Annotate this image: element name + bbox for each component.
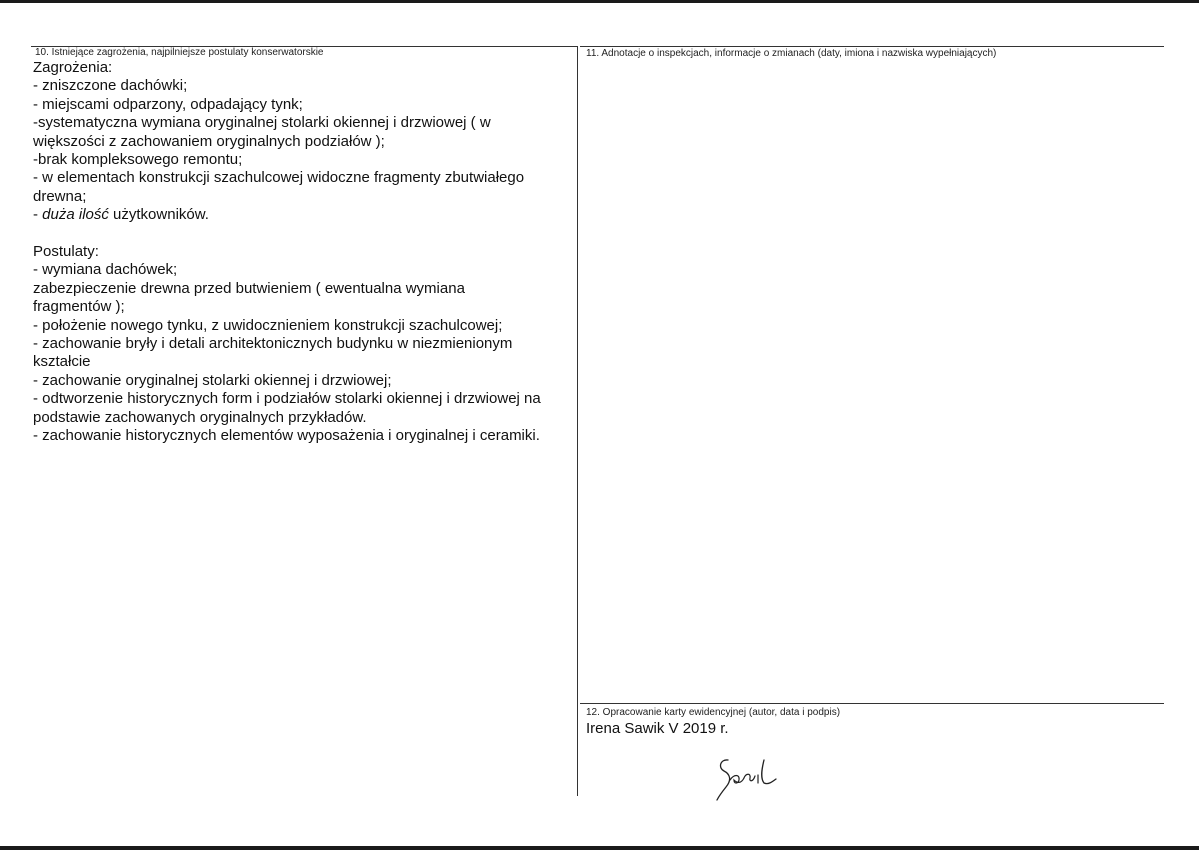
- section10-label: 10. Istniejące zagrożenia, najpilniejsze postulaty konserwatorskie: [35, 47, 324, 58]
- threat-line-last: [33, 206, 578, 224]
- postulate-line: - zachowanie bryły i detali architektonicznych budynku w niezmienionym: [33, 335, 513, 353]
- signature: [712, 752, 792, 802]
- threat-line: -brak kompleksowego remontu;: [33, 151, 243, 169]
- threat-line: większości z zachowaniem oryginalnych podziałów );: [33, 132, 385, 150]
- threat-last-italic: duża ilość: [42, 206, 109, 224]
- scan-edge-top: [0, 0, 1199, 3]
- threat-line: -systematyczna wymiana oryginalnej stolarki okiennej i drzwiowej ( w: [33, 114, 491, 132]
- postulate-line: fragmentów );: [33, 298, 125, 316]
- section10-content: [33, 59, 578, 446]
- threats-heading: Zagrożenia:: [33, 59, 113, 76]
- postulate-line: kształcie: [33, 353, 91, 371]
- author-line: Irena Sawik V 2019 r.: [586, 720, 729, 737]
- postulate-line: - wymiana dachówek;: [33, 261, 178, 279]
- threat-line: - zniszczone dachówki;: [33, 77, 188, 95]
- threat-last-suffix: użytkowników.: [108, 206, 209, 224]
- scan-edge-bottom: [0, 846, 1199, 850]
- threat-line: drewna;: [33, 187, 87, 205]
- postulate-line: - odtworzenie historycznych form i podziałów stolarki okiennej i drzwiowej na: [33, 390, 541, 408]
- threat-line: - miejscami odparzony, odpadający tynk;: [33, 95, 303, 113]
- top-rule-right: [580, 46, 1164, 47]
- section11-label: 11. Adnotacje o inspekcjach, informacje o zmianach (daty, imiona i nazwiska wypełniających): [586, 48, 997, 59]
- postulate-line: - zachowanie historycznych elementów wyposażenia i oryginalnej i ceramiki.: [33, 427, 540, 445]
- postulate-line: - zachowanie oryginalnej stolarki okiennej i drzwiowej;: [33, 371, 392, 389]
- section12-label: 12. Opracowanie karty ewidencyjnej (autor, data i podpis): [586, 707, 841, 718]
- postulates-heading: Postulaty:: [33, 243, 99, 261]
- postulate-line: podstawie zachowanych oryginalnych przykładów.: [33, 408, 367, 426]
- threat-line: - w elementach konstrukcji szachulcowej widoczne fragmenty zbutwiałego: [33, 169, 525, 187]
- postulate-line: - położenie nowego tynku, z uwidocznieniem konstrukcji szachulcowej;: [33, 316, 503, 334]
- postulate-line: zabezpieczenie drewna przed butwieniem ( ewentualna wymiana: [33, 279, 465, 297]
- section12-rule: [580, 703, 1164, 704]
- paragraph-gap: [33, 225, 578, 243]
- threat-last-prefix: -: [33, 206, 43, 224]
